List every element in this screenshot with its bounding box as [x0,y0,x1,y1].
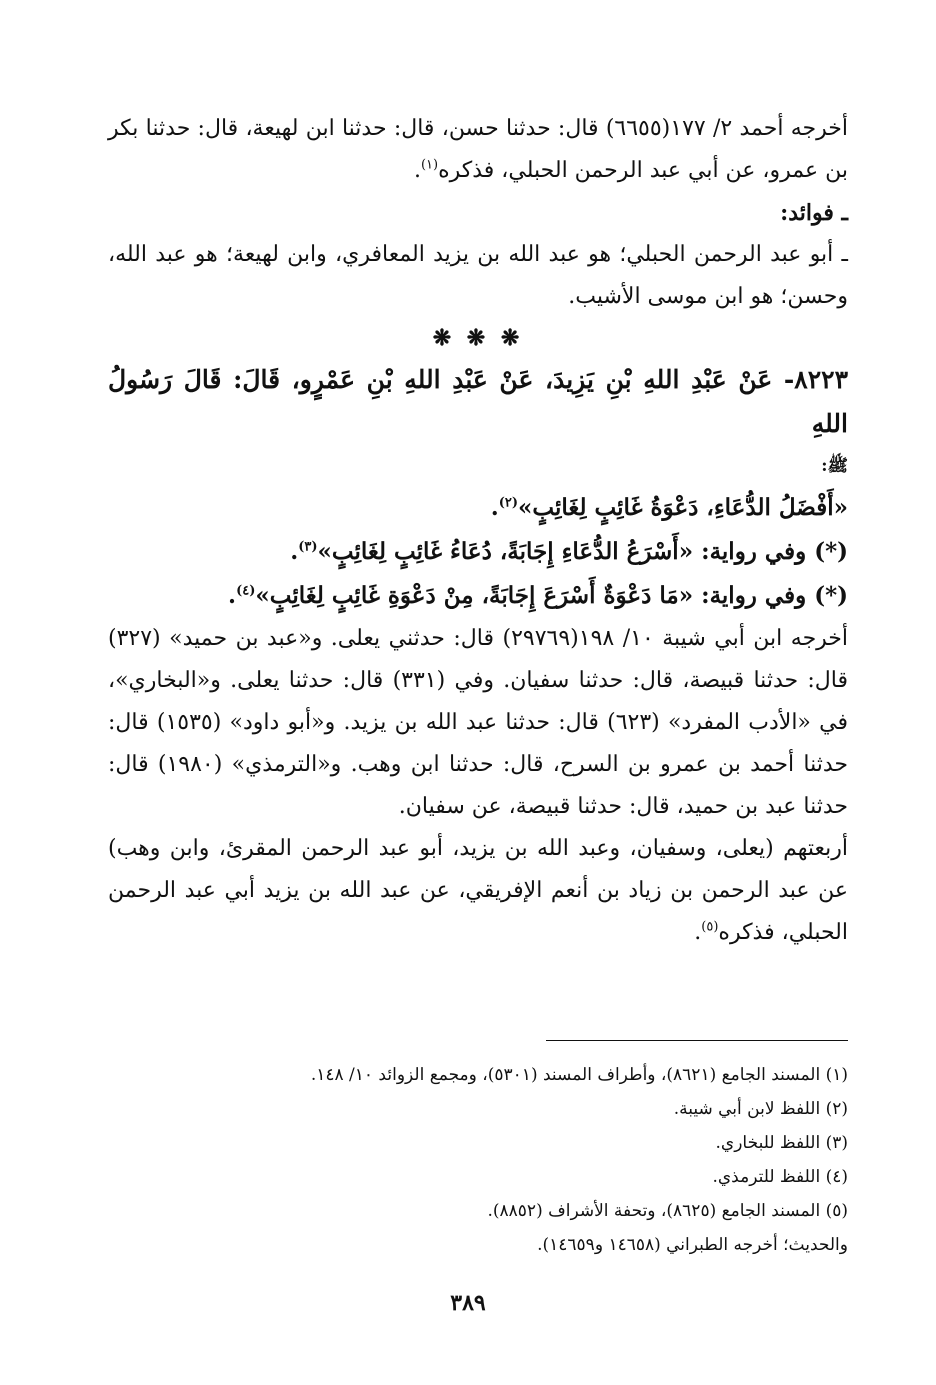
footnote-ref-1[interactable]: (١) [420,157,439,173]
footnote-ref-5[interactable]: (٥) [701,919,719,935]
hadith-quote-1: «أَفْضَلُ الدُّعَاءِ، دَعْوَةُ غَائِبٍ لِغَائِبٍ»$^{(٢)}$. [490,494,848,521]
footnote-6: والحديث؛ أخرجه الطبراني (١٤٦٥٨ و١٤٦٥٩). [537,1235,848,1255]
salawat-glyph: ﷺ: [821,456,848,476]
takhrij-text: أخرجه أحمد ٢/ ١٧٧(٦٦٥٥) قال: حدثنا حسن، قال: حدثنا ابن لهيعة، قال: حدثنا بكر بن عمرو، عن أبي عبد الرحمن الحبلي، فذكره [108,116,848,183]
footnote-ref-3[interactable]: (٣) [298,539,318,555]
summary-text: أربعتهم (يعلى، وسفيان، وعبد الله بن يزيد، أبو عبد الرحمن المقرئ، وابن وهب) عن عبد الرحمن بن زياد بن أنعم الإفريقي، عن عبد الله بن يزيد أبي عبد الرحمن الحبلي، فذكره [108,836,849,945]
fawaid-heading: ـ فوائد: [780,200,848,226]
section-separator: ❋ ❋ ❋ [432,325,524,351]
fawaid-text: ـ أبو عبد الرحمن الحبلي؛ هو عبد الله بن يزيد المعافري، وابن لهيعة؛ هو عبد الله، وحسن؛ هو ابن موسى الأشيب. [108,242,848,309]
page-number: ٣٨٩ [450,1290,486,1316]
page-body [108,108,848,954]
footnote-4: (٤) اللفظ للترمذي. [712,1167,848,1187]
hadith-chain [108,358,848,486]
hadith-text: ٨٢٢٣- عَنْ عَبْدِ اللهِ بْنِ يَزِيدَ، عَنْ عَبْدِ اللهِ بْنِ عَمْرٍو، قَالَ: قَالَ رَسُولُ اللهِ [108,365,848,438]
footnote-divider [546,1040,848,1041]
quote-1-text: «أَفْضَلُ الدُّعَاءِ، دَعْوَةُ غَائِبٍ لِغَائِبٍ» [518,494,848,521]
summary-paragraph: أربعتهم (يعلى، وسفيان، وعبد الله بن يزيد، أبو عبد الرحمن المقرئ، وابن وهب) عن عبد الرحمن بن زياد بن أنعم الإفريقي، عن عبد الله بن يزيد أبي عبد الرحمن الحبلي، فذكره$^{(٥)}$. [108,836,849,945]
footnote-ref-4[interactable]: (٤) [236,583,256,599]
footnote-ref-2[interactable]: (٢) [498,495,518,511]
footnote-3: (٣) اللفظ للبخاري. [715,1133,848,1153]
hadith-quote-3: (*) وفي رواية: «مَا دَعْوَةٌ أَسْرَعَ إِجَابَةً، مِنْ دَعْوَةِ غَائِبٍ لِغَائِبٍ»$^{(٤)}$. [228,582,848,609]
footnotes-list [108,1058,848,1262]
footnote-2: (٢) اللفظ لابن أبي شيبة. [673,1099,848,1119]
takhrij-2-paragraph: أخرجه ابن أبي شيبة ١٠/ ١٩٨(٢٩٧٦٩) قال: حدثني يعلى. و«عبد بن حميد» (٣٢٧) قال: حدثنا قبيصة، قال: حدثنا سفيان. وفي (٣٣١) قال: حدثنا يعلى. و«البخاري»، في «الأدب المفرد» (٦٢٣) قال: حدثنا عبد الله بن يزيد. و«أبو داود» (١٥٣٥) قال: حدثنا أحمد بن عمرو بن السرح، قال: حدثنا ابن وهب. و«الترمذي» (١٩٨٠) قال: حدثنا عبد بن حميد، قال: حدثنا قبيصة، عن سفيان. [108,626,849,819]
takhrij-paragraph: أخرجه أحمد ٢/ ١٧٧(٦٦٥٥) قال: حدثنا حسن، قال: حدثنا ابن لهيعة، قال: حدثنا بكر بن عمرو، عن أبي عبد الرحمن الحبلي، فذكره$^{(١)}$. [108,116,848,183]
footnote-5: (٥) المسند الجامع (٨٦٢٥)، وتحفة الأشراف (٨٨٥٢). [487,1201,848,1221]
hadith-quote-2: (*) وفي رواية: «أَسْرَعُ الدُّعَاءِ إِجَابَةً، دُعَاءُ غَائِبٍ لِغَائِبٍ»$^{(٣)}$. [290,538,848,565]
quote-3-text: (*) وفي رواية: «مَا دَعْوَةٌ أَسْرَعَ إِجَابَةً، مِنْ دَعْوَةِ غَائِبٍ لِغَائِبٍ» [255,582,848,609]
quote-2-text: (*) وفي رواية: «أَسْرَعُ الدُّعَاءِ إِجَابَةً، دُعَاءُ غَائِبٍ لِغَائِبٍ» [317,538,848,565]
footnote-1: (١) المسند الجامع (٨٦٢١)، وأطراف المسند (٥٣٠١)، ومجمع الزوائد ١٠/ ١٤٨. [310,1065,848,1085]
